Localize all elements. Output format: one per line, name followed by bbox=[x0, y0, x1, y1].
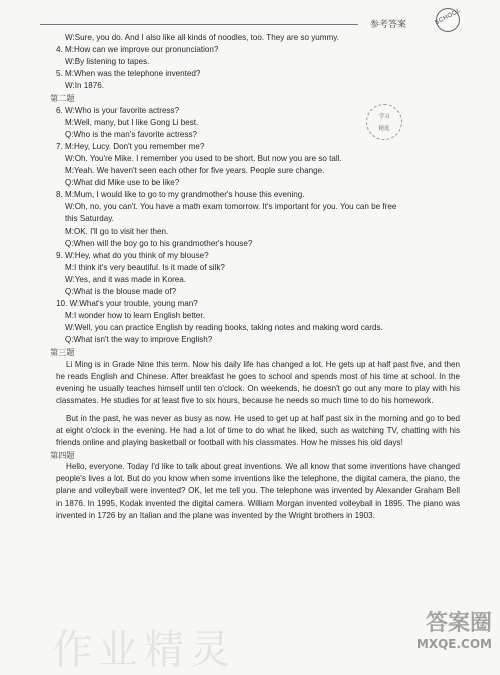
dialogue-line: W:Sure, you do. And I also like all kinds of noodles, too. They are so yummy. bbox=[65, 33, 339, 42]
dialogue-line: Q:What did Mike use to be like? bbox=[65, 178, 180, 188]
dialogue-line: W:Oh. You're Mike. I remember you used to be short. But now you are so tall. bbox=[65, 153, 342, 163]
dialogue-line: M:Well, many, but I like Gong Li best. bbox=[65, 117, 199, 127]
header-title: 参考答案 bbox=[370, 19, 407, 29]
dialogue-line: W:In 1876. bbox=[65, 81, 104, 91]
watermark-left: 作业精灵 bbox=[52, 627, 236, 673]
dialogue-line: W:Yes, and it was made in Korea. bbox=[65, 274, 187, 284]
stamp-top-text: 学习 bbox=[378, 114, 390, 120]
dialogue-line: Q:Who is the man's favorite actress? bbox=[65, 129, 197, 139]
watermark-url: MXQE.COM bbox=[416, 637, 492, 651]
dialogue-line: Q:When will the boy go to his grandmother's house? bbox=[65, 238, 253, 248]
dialogue-line: W:Well, you can practice English by reading books, taking notes and making word cards. bbox=[65, 323, 383, 333]
page-header bbox=[40, 7, 463, 30]
header-rule bbox=[40, 24, 358, 25]
dialogue-line: Q:What isn't the way to improve English? bbox=[65, 335, 213, 345]
passage-paragraph: Hello, everyone. Today I'd like to talk about great inventions. We all know that some inventions have changed people's lives a lot. But do you know when some inventions like the telephone, the digital camera, the piano, the plane and volleyball were invented? OK, let me tell you. The telephone was invented by Alexander Graham Bell in 1876. In 1995, Kodak invented the digital camera. William Morgan invented volleyball in 1895. The piano was invented in 1726 by an Italian and the plane was invented by the Wright brothers in 1903. bbox=[56, 462, 460, 520]
dialogue-line: 4. M:How can we improve our pronunciation? bbox=[56, 45, 219, 55]
passage-paragraph: Li Ming is in Grade Nine this term. Now his daily life has changed a lot. He gets up at half past five, and then he reads English and Chinese. After breakfast he goes to school and spends most of his time at school. In the evening he usually teaches himself until ten o'clock. On weekends, he doesn't go out any more to play with his classmates. He studies for at least five to six hours, because he needs so much time to do his homework. bbox=[56, 359, 460, 405]
dialogue-line: W:By listening to tapes. bbox=[65, 57, 150, 67]
dialogue-line: 5. M:When was the telephone invented? bbox=[56, 69, 201, 79]
dialogue-line: 6. W:Who is your favorite actress? bbox=[56, 105, 180, 115]
dialogue-line: this Saturday. bbox=[65, 214, 114, 224]
dialogue-line: M:I wonder how to learn English better. bbox=[65, 311, 205, 321]
dialogue-line: Q:What is the blouse made of? bbox=[65, 286, 177, 296]
answer-content bbox=[50, 32, 460, 522]
section-heading: 第三题 bbox=[50, 347, 75, 358]
section-heading: 第二题 bbox=[50, 93, 75, 104]
seal-stamp bbox=[366, 104, 402, 140]
dialogue-line: W:Oh, no, you can't. You have a math exam tomorrow. It's important for you. You can be free bbox=[65, 202, 397, 212]
watermark-cn: 答案圈 bbox=[425, 611, 492, 636]
dialogue-line: M:OK. I'll go to visit her then. bbox=[65, 226, 169, 236]
passage-paragraph: But in the past, he was never as busy as now. He used to get up at half past six in the morning and go to bed at eight o'clock in the evening. He had a lot of time to do what he liked, such as watching TV, chatting with his friends online and playing basketball or football with his classmates. How he misses his old days! bbox=[56, 413, 460, 448]
dialogue-line: M:I think it's very beautiful. Is it made of silk? bbox=[65, 262, 225, 272]
badge-text: SCHOOL bbox=[434, 7, 463, 27]
dialogue-line: M:Yeah. We haven't seen each other for five years. People sure change. bbox=[65, 166, 325, 176]
section-heading: 第四题 bbox=[50, 450, 75, 461]
dialogue-line: 8. M:Mum, I would like to go to my grandmother's house this evening. bbox=[56, 190, 305, 200]
dialogue-line: 7. M:Hey, Lucy. Don't you remember me? bbox=[56, 141, 205, 151]
watermark-logo bbox=[402, 606, 492, 651]
dialogue-line: 9. W:Hey, what do you think of my blouse? bbox=[56, 250, 209, 260]
stamp-bottom-text: 精选 bbox=[378, 126, 390, 132]
dialogue-line: 10. W:What's your trouble, young man? bbox=[56, 299, 198, 309]
school-badge-icon bbox=[432, 8, 462, 34]
